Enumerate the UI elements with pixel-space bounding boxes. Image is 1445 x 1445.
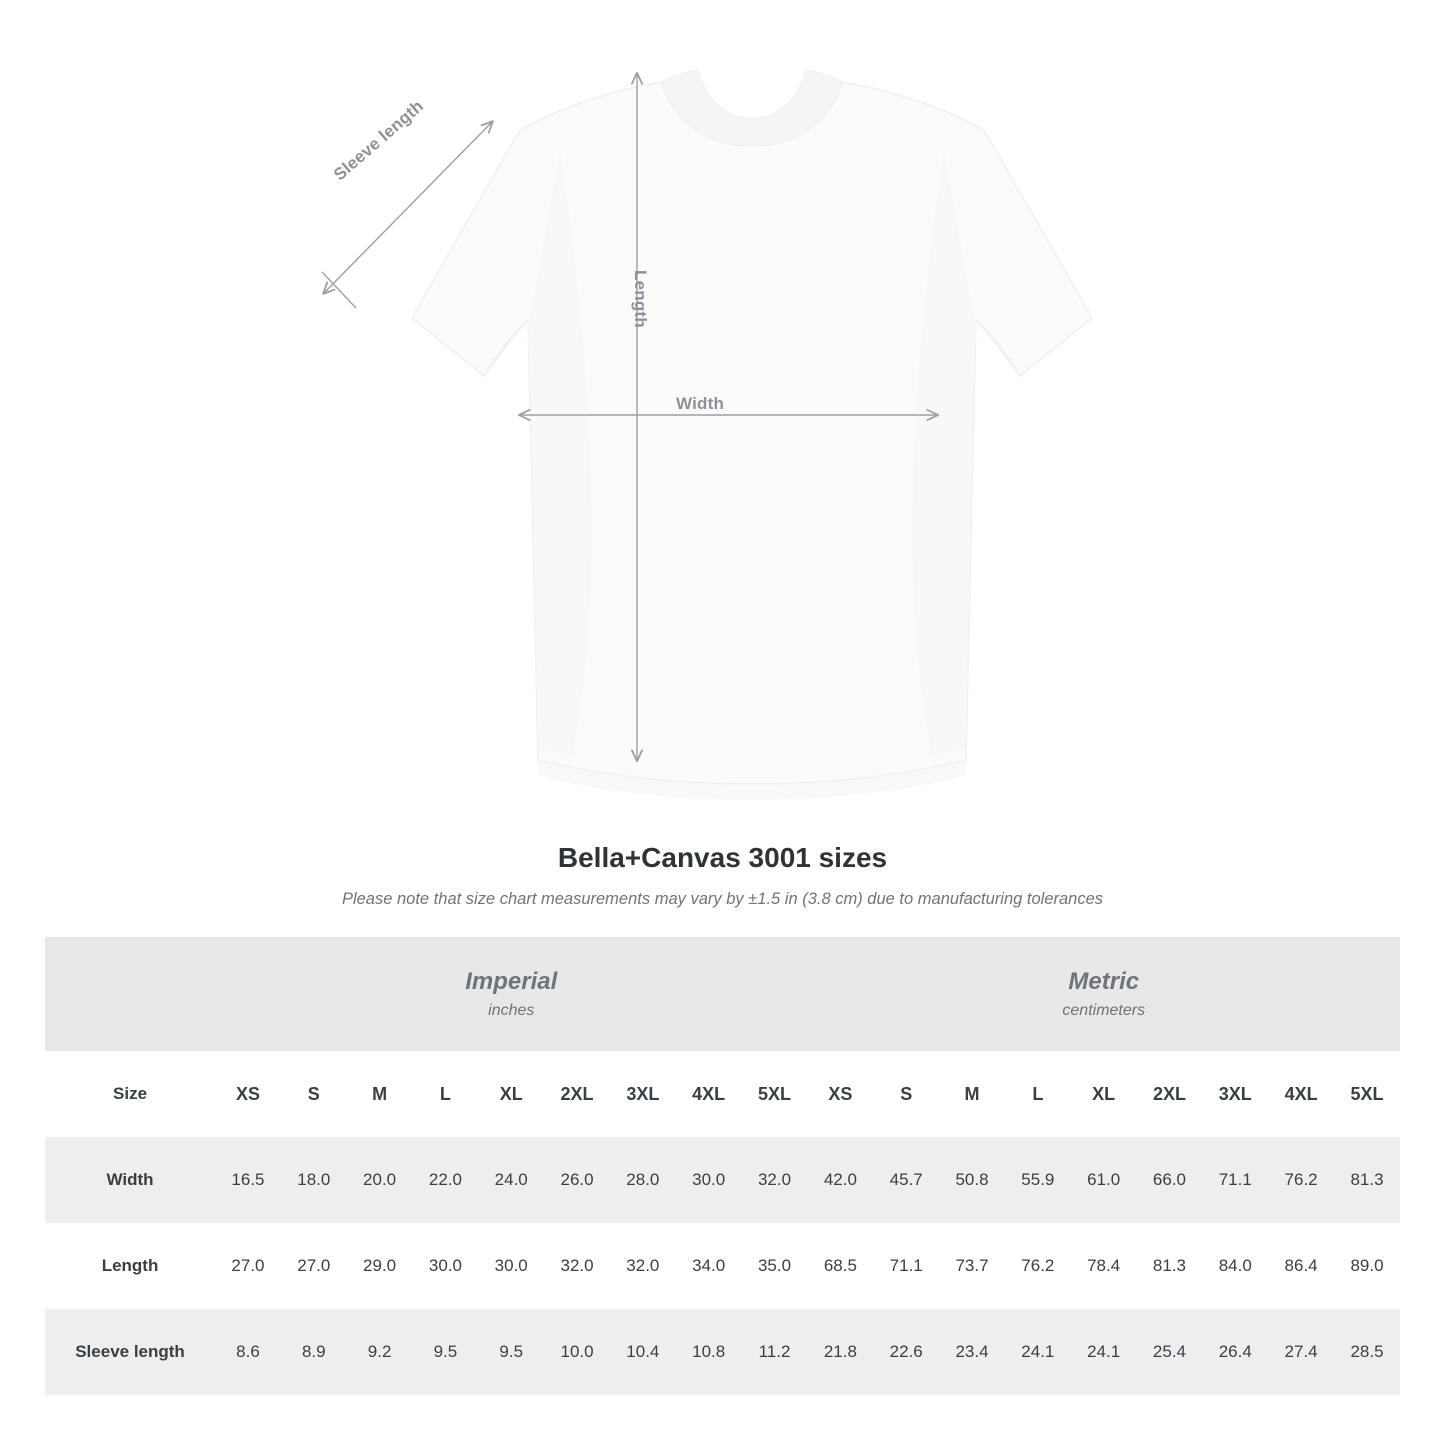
cell: 9.2 xyxy=(347,1309,413,1395)
cell: 25.4 xyxy=(1137,1309,1203,1395)
cell: 30.0 xyxy=(478,1223,544,1309)
unit-group-metric xyxy=(807,937,1400,1051)
metric-name: Metric xyxy=(1068,967,1140,995)
size-col-header: XL xyxy=(1071,1051,1137,1137)
cell: 35.0 xyxy=(742,1223,808,1309)
length-label: Length xyxy=(631,270,650,328)
cell: 10.8 xyxy=(676,1309,742,1395)
size-table-wrapper xyxy=(0,937,1445,1395)
cell: 71.1 xyxy=(873,1223,939,1309)
size-col-header: 3XL xyxy=(610,1051,676,1137)
cell: 11.2 xyxy=(742,1309,808,1395)
cell: 32.0 xyxy=(610,1223,676,1309)
size-col-header: S xyxy=(281,1051,347,1137)
size-col-header: 2XL xyxy=(1137,1051,1203,1137)
size-col-header: S xyxy=(873,1051,939,1137)
size-col-header: 4XL xyxy=(676,1051,742,1137)
width-label: Width xyxy=(676,394,725,413)
cell: 29.0 xyxy=(347,1223,413,1309)
cell: 20.0 xyxy=(347,1137,413,1223)
cell: 30.0 xyxy=(676,1137,742,1223)
size-col-header: XL xyxy=(478,1051,544,1137)
cell: 9.5 xyxy=(413,1309,479,1395)
table-corner xyxy=(45,937,215,1051)
unit-header-row xyxy=(45,937,1400,1051)
cell: 24.1 xyxy=(1071,1309,1137,1395)
cell: 21.8 xyxy=(807,1309,873,1395)
cell: 22.6 xyxy=(873,1309,939,1395)
cell: 8.6 xyxy=(215,1309,281,1395)
cell: 10.0 xyxy=(544,1309,610,1395)
cell: 68.5 xyxy=(807,1223,873,1309)
cell: 30.0 xyxy=(413,1223,479,1309)
imperial-name: Imperial xyxy=(465,967,558,995)
cell: 8.9 xyxy=(281,1309,347,1395)
table-row xyxy=(45,1309,1400,1395)
cell: 76.2 xyxy=(1268,1137,1334,1223)
tolerance-note: Please note that size chart measurements may vary by ±1.5 in (3.8 cm) due to manufacturing tolerances xyxy=(341,890,1104,908)
size-col-header: 5XL xyxy=(742,1051,808,1137)
size-header-row xyxy=(45,1051,1400,1137)
table-row xyxy=(45,1137,1400,1223)
metric-sub: centimeters xyxy=(1062,1002,1146,1020)
unit-group-imperial xyxy=(215,937,807,1051)
imperial-sub: inches xyxy=(488,1002,535,1020)
cell: 32.0 xyxy=(544,1223,610,1309)
cell: 78.4 xyxy=(1071,1223,1137,1309)
cell: 76.2 xyxy=(1005,1223,1071,1309)
size-col-header: 5XL xyxy=(1334,1051,1400,1137)
cell: 26.0 xyxy=(544,1137,610,1223)
row-label: Width xyxy=(45,1137,215,1223)
row-label: Length xyxy=(45,1223,215,1309)
cell: 27.0 xyxy=(281,1223,347,1309)
size-col-header: M xyxy=(939,1051,1005,1137)
cell: 27.0 xyxy=(215,1223,281,1309)
cell: 61.0 xyxy=(1071,1137,1137,1223)
cell: 24.0 xyxy=(478,1137,544,1223)
size-col-header: 2XL xyxy=(544,1051,610,1137)
size-col-header: L xyxy=(1005,1051,1071,1137)
cell: 28.5 xyxy=(1334,1309,1400,1395)
title-block xyxy=(0,842,1445,909)
cell: 18.0 xyxy=(281,1137,347,1223)
cell: 45.7 xyxy=(873,1137,939,1223)
size-col-header: 4XL xyxy=(1268,1051,1334,1137)
cell: 24.1 xyxy=(1005,1309,1071,1395)
size-col-header: 3XL xyxy=(1202,1051,1268,1137)
cell: 81.3 xyxy=(1334,1137,1400,1223)
cell: 55.9 xyxy=(1005,1137,1071,1223)
cell: 23.4 xyxy=(939,1309,1005,1395)
cell: 28.0 xyxy=(610,1137,676,1223)
size-col-header: L xyxy=(413,1051,479,1137)
sleeve-length-label: Sleeve length xyxy=(330,96,428,185)
page-title: Bella+Canvas 3001 sizes xyxy=(557,842,888,873)
cell: 66.0 xyxy=(1137,1137,1203,1223)
cell: 73.7 xyxy=(939,1223,1005,1309)
row-label: Sleeve length xyxy=(45,1309,215,1395)
table-row xyxy=(45,1223,1400,1309)
cell: 32.0 xyxy=(742,1137,808,1223)
cell: 81.3 xyxy=(1137,1223,1203,1309)
cell: 10.4 xyxy=(610,1309,676,1395)
cell: 42.0 xyxy=(807,1137,873,1223)
cell: 84.0 xyxy=(1202,1223,1268,1309)
cell: 50.8 xyxy=(939,1137,1005,1223)
size-col-header: XS xyxy=(807,1051,873,1137)
cell: 86.4 xyxy=(1268,1223,1334,1309)
cell: 9.5 xyxy=(478,1309,544,1395)
cell: 16.5 xyxy=(215,1137,281,1223)
size-col-header: XS xyxy=(215,1051,281,1137)
cell: 71.1 xyxy=(1202,1137,1268,1223)
cell: 26.4 xyxy=(1202,1309,1268,1395)
size-header-label: Size xyxy=(45,1051,215,1137)
size-col-header: M xyxy=(347,1051,413,1137)
cell: 22.0 xyxy=(413,1137,479,1223)
size-table xyxy=(45,937,1400,1395)
cell: 27.4 xyxy=(1268,1309,1334,1395)
cell: 34.0 xyxy=(676,1223,742,1309)
cell: 89.0 xyxy=(1334,1223,1400,1309)
